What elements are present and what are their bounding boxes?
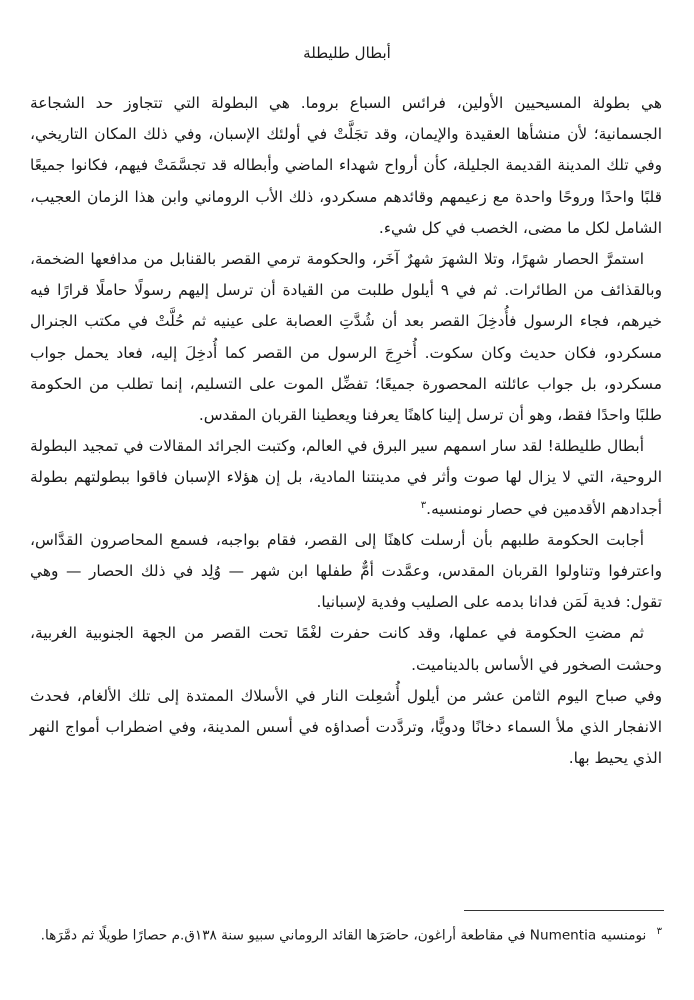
paragraph-1: هي بطولة المسيحيين الأولين، فرائس السباع بروما. هي البطولة التي تتجاوز حد الشجاعة الجسمانية؛ لأن منشأها العقيدة والإيمان، وقد تجَلَّتْ في أولئك الإسبان، وفي ذلك المكان التاريخي، وفي تلك المدينة القديمة الجليلة، كأن أرواح شهداء الماضي وأبطاله قد تجسَّمَتْ فيهم، فكانوا جميعًا قلبًا واحدًا وروحًا واحدة مع زعيمهم وقائدهم مسكردو، ذلك الأب الروماني وابن هذا الزمان العجيب، الشامل لكل ما مضى، الخصب في كل شيء. <box>30 94 662 237</box>
paragraph-3-text: أبطال طليطلة! لقد سار اسمهم سير البرق في العالم، وكتبت الجرائد المقالات في تمجيد البطولة الروحية، التي لا يزال لها صوت وأثر في مدينتنا المادية، بل إن هؤلاء الإسبان فاقوا ببطولتهم بطولة أجدادهم الأقدمين في حصار نومنسيه. <box>30 437 662 518</box>
paragraph-4: أجابت الحكومة طلبهم بأن أرسلت كاهنًا إلى القصر، فقام بواجبه، فسمع المحاصرون القدَّاس، واعترفوا وتناولوا القربان المقدس، وعمَّدت أمٌّ طفلها ابن شهر — وُلِد في ذلك الحصار — وهي تقول: فدية لَمَن فدانا بدمه على الصليب وفدية لإسبانيا. <box>30 530 662 612</box>
footnote-number: ٣ <box>656 926 662 937</box>
footnote-text-after: في مقاطعة أراغون، حاصَرَها القائد الروماني سبيو سنة ١٣٨ق.م حصارًا طويلًا ثم دمَّرَها. <box>40 927 526 944</box>
body-text <box>30 88 662 774</box>
paragraph-3 <box>30 431 662 525</box>
paragraph-2: استمرَّ الحصار شهرًا، وتلا الشهرَ شهرٌ آخَر، والحكومة ترمي القصر بالقنابل من مدافعها الضخمة، وبالقذائف من الطائرات. ثم في ٩ أيلول طلبت من القيادة أن ترسل إليهم رسولًا حاملًا قرارًا فيه خيرهم، فجاء الرسول فأُدخِلَ القصر بعد أن شُدَّتِ العصابة على عينيه ثم حُلَّتْ في مكتب الجنرال مسكردو، فكان حديث وكان سكوت. أُخرِجَ الرسول من القصر كما أُدخِلَ إليه، فعاد يحمل جواب مسكردو، بل جواب عائلته المحصورة جميعًا؛ تفضِّل الموت على التسليم، إنما تطلب من الحكومة طلبًا واحدًا فقط، وهو أن ترسل إلينا كاهنًا يعرفنا ويعطينا القربان المقدس. <box>30 250 663 425</box>
paragraph-5: ثم مضتِ الحكومة في عملها، وقد كانت حفرت لغْمًا تحت القصر من الجهة الجنوبية الغربية، وحشت الصخور في الأساس بالديناميت. <box>30 624 662 674</box>
footnote-latin-term: Numentia <box>529 927 597 944</box>
footnote-reference[interactable]: ٣ <box>420 499 427 511</box>
paragraph-6: وفي صباح اليوم الثامن عشر من أيلول أُشعِلت النار في الأسلاك الممتدة إلى تلك الألغام، فحدث الانفجار الذي ملأ السماء دخانًا ودويًّا، وتردَّدت أصداؤه في أسس المدينة، وفي اضطراب أمواج النهر الذي يحيط بها. <box>30 686 662 768</box>
footnote-text-before: نومنسيه <box>600 927 647 944</box>
footnote <box>30 918 662 950</box>
footnote-divider <box>464 910 664 911</box>
running-header-title: أبطال طليطلة <box>303 44 391 62</box>
